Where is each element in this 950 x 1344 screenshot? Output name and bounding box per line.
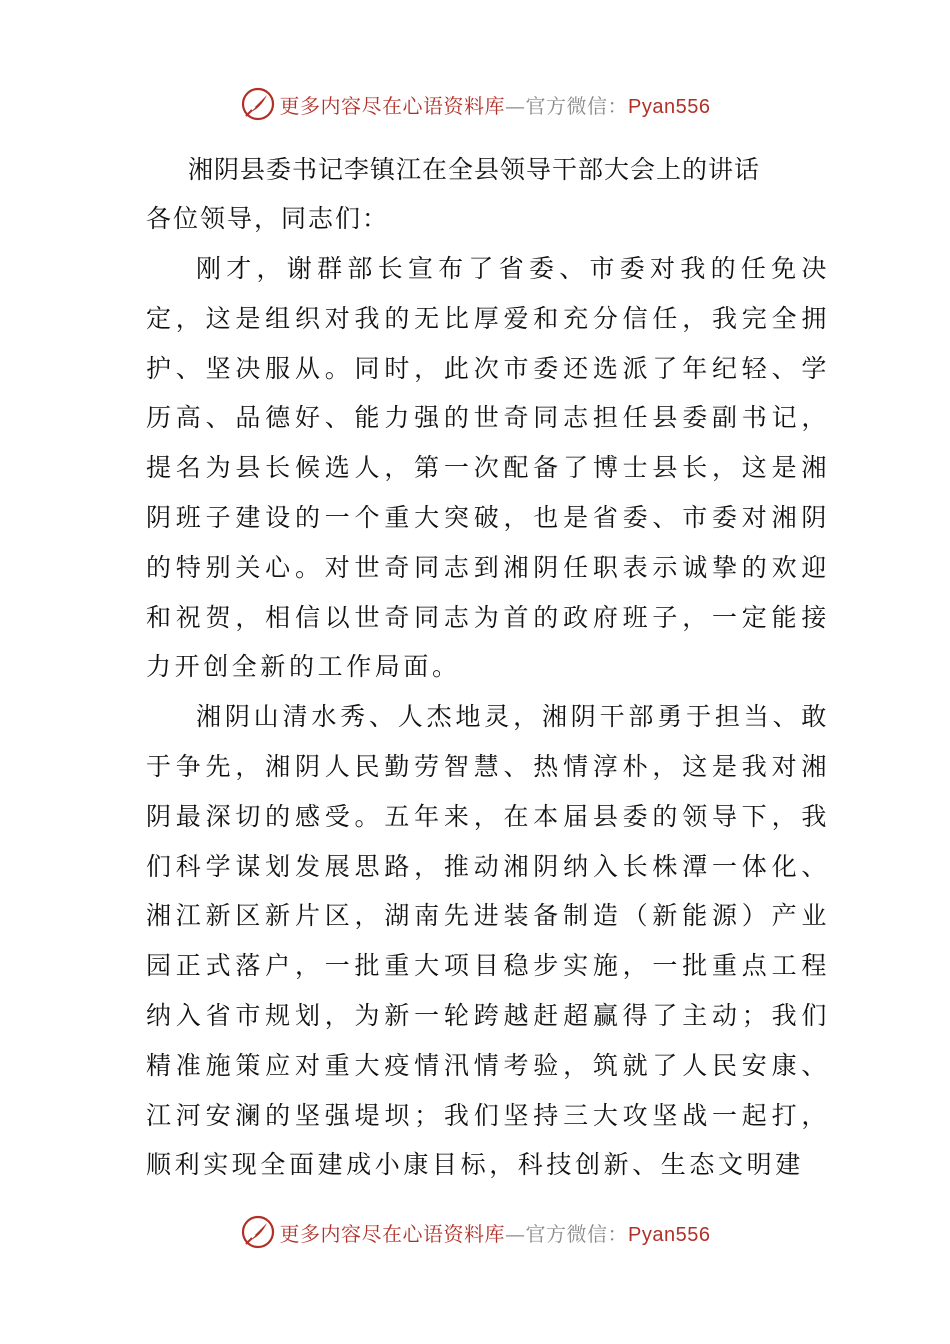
quill-logo-icon xyxy=(240,1214,276,1250)
paragraph: 湘阴山清水秀、人杰地灵，湘阴干部勇于担当、敢于争先，湘阴人民勤劳智慧、热情淳朴，这是我对湘阴最深切的感受。五年来，在本届县委的领导下，我们科学谋划发展思路，推动湘阴纳入长株潭一体化、湘江新区新片区，湖南先进装备制造（新能源）产业园正式落户，一批重大项目稳步实施，一批重点工程纳入省市规划，为新一轮跨越赶超赢得了主动；我们精准施策应对重大疫情汛情考验，筑就了人民安康、江河安澜的坚强堤坝；我们坚持三大攻坚战一起打，顺利实现全面建成小康目标，科技创新、生态文明建 xyxy=(146,702,830,1180)
greeting-line: 各位领导，同志们： xyxy=(146,204,390,233)
banner-wechat-label: 官方微信： xyxy=(525,93,629,118)
header-watermark-text xyxy=(280,90,711,119)
banner-wechat-id: Pyan556 xyxy=(628,1223,711,1246)
document-body xyxy=(146,146,830,1190)
banner-dash: — xyxy=(505,93,526,118)
banner-main-text: 更多内容尽在心语资料库 xyxy=(279,1221,506,1246)
banner-dash: — xyxy=(505,1221,526,1246)
paragraph: 刚才，谢群部长宣布了省委、市委对我的任免决定，这是组织对我的无比厚爱和充分信任，我完全拥护、坚决服从。同时，此次市委还选派了年纪轻、学历高、品德好、能力强的世奇同志担任县委副书记，提名为县长候选人，第一次配备了博士县长，这是湘阴班子建设的一个重大突破，也是省委、市委对湘阴的特别关心。对世奇同志到湘阴任职表示诚挚的欢迎和祝贺，相信以世奇同志为首的政府班子，一定能接力开创全新的工作局面。 xyxy=(146,254,830,682)
banner-wechat-id: Pyan556 xyxy=(628,95,711,118)
footer-watermark-text xyxy=(280,1218,711,1247)
quill-logo-icon xyxy=(240,86,276,122)
document-title: 湘阴县委书记李镇江在全县领导干部大会上的讲话 xyxy=(188,155,761,184)
banner-wechat-label: 官方微信： xyxy=(525,1221,629,1246)
banner-main-text: 更多内容尽在心语资料库 xyxy=(279,93,506,118)
footer-watermark-banner xyxy=(0,1210,950,1254)
header-watermark-banner xyxy=(0,82,950,126)
